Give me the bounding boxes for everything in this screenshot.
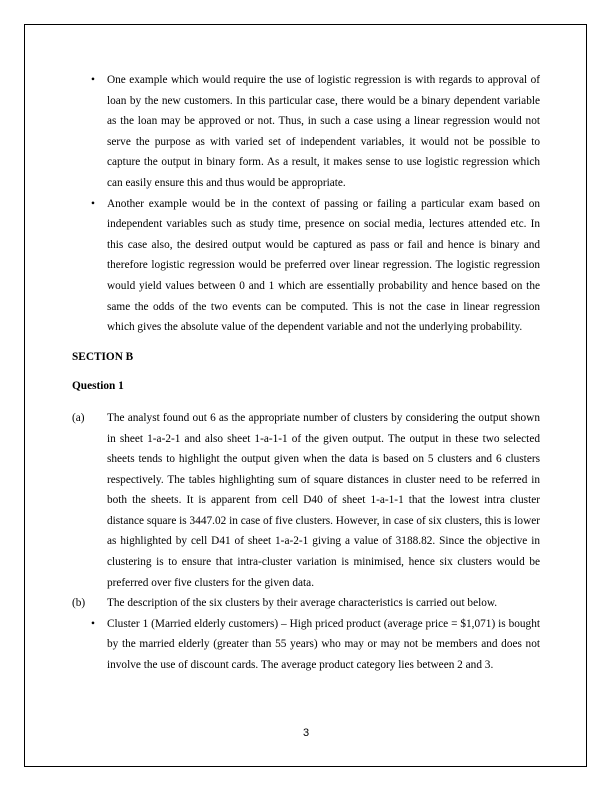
bullet-icon: • [91, 617, 95, 630]
document-body [72, 70, 540, 676]
item-text: The analyst found out 6 as the appropriate number of clusters by considering the output shown in sheet 1-a-2-1 and also sheet 1-a-1-1 of the given output. The output in these two selected sheets tends to highlight the output given when the data is based on 5 clusters and 6 clusters respectively. The tables highlighting sum of square distances in cluster need to be referred in both the sheets. It is apparent from cell D40 of sheet 1-a-1-1 that the lowest intra cluster distance square is 3447.02 in case of five clusters. However, in case of six clusters, this is lower as highlighted by cell D41 of sheet 1-a-2-1 giving a value of 3188.82. Since the objective in clustering is to ensure that intra-cluster variation is minimised, hence six clusters would be preferred over five clusters for the given data. [107, 411, 540, 589]
bullet-icon: • [91, 74, 95, 86]
answer-item-b [72, 593, 540, 614]
item-label: (a) [72, 411, 85, 424]
bullet-item [72, 194, 540, 338]
question-heading: Question 1 [72, 380, 124, 393]
bullet-text: One example which would require the use of logistic regression is with regards to approval of loan by the new customers. In this particular case, there would be a binary dependent variable as the loan may be approved or not. Thus, in such a case using a linear regression would not serve the purpose as with varied set of independent variables, it would not be possible to capture the output in binary form. As a result, it makes sense to use logistic regression which can easily ensure this and thus would be appropriate. [107, 74, 540, 189]
cluster-bullet [72, 614, 540, 676]
bullet-text: Cluster 1 (Married elderly customers) – High priced product (average price = $1,071) is bought by the married elderly (greater than 55 years) who may or may not be members and does not involve the use of discount cards. The average product category lies between 2 and 3. [107, 617, 540, 672]
page-number: 3 [302, 727, 310, 739]
answer-item-a [72, 408, 540, 593]
bullet-icon: • [91, 197, 95, 210]
item-label: (b) [72, 597, 86, 610]
section-heading: SECTION B [72, 350, 134, 363]
item-text: The description of the six clusters by their average characteristics is carried out below. [107, 597, 498, 610]
bullet-item [72, 70, 540, 194]
bullet-text: Another example would be in the context of passing or failing a particular exam based on independent variables such as study time, presence on social media, lectures attended etc. In this case also, the desired output would be captured as pass or fail and hence is binary and therefore logistic regression would be preferred over linear regression. The logistic regression would yield values between 0 and 1 which are essentially probability and hence based on the same the odds of the two events can be computed. This is not the case in linear regression which gives the absolute value of the dependent variable and not the underlying probability. [107, 197, 540, 334]
